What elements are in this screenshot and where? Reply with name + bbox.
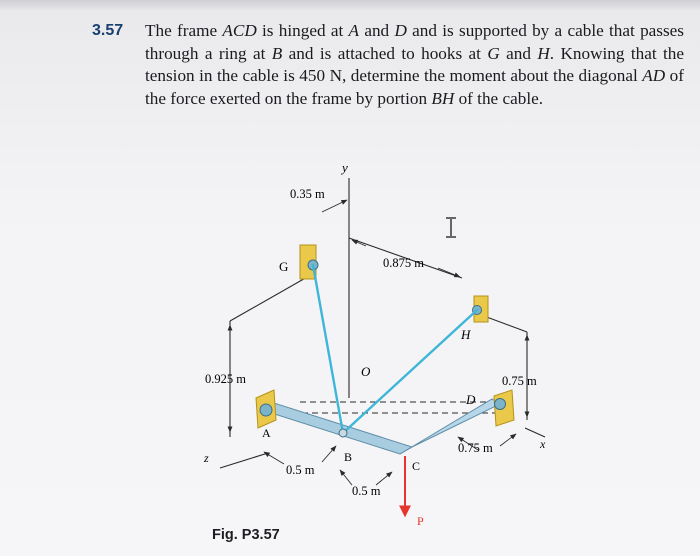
point-d-label: D xyxy=(466,392,476,407)
dim-0-925-m: 0.925 m xyxy=(205,372,246,386)
bracket-h xyxy=(473,296,489,322)
problem-number: 3.57 xyxy=(92,22,124,39)
problem-text: The frame ACD is hinged at A and D and is supported by a cable that passes through a ring at B and is attached to hooks at G and H. Knowing that the tension in the cable is 450 N, determine the moment about the diagonal AD of the force exerted on the frame by portion BH of the cable. xyxy=(145,21,684,108)
ring-b xyxy=(339,429,347,437)
dim-0-5-m-bottom: 0.5 m xyxy=(352,484,381,498)
dim-0-35-m: 0.35 m xyxy=(290,187,325,201)
figure-caption: Fig. P3.57 xyxy=(212,527,280,543)
point-b-label: B xyxy=(344,450,353,464)
hinge-a xyxy=(256,390,276,428)
dim-0-875-m: 0.875 m xyxy=(383,256,424,270)
point-a-label: A xyxy=(262,426,271,440)
hinge-d xyxy=(494,390,514,426)
cable-segment-gb xyxy=(313,265,343,433)
x-axis-line xyxy=(525,428,545,437)
force-p-label: P xyxy=(417,514,424,528)
point-g-label: G xyxy=(279,259,289,274)
text-cursor-icon xyxy=(446,218,456,237)
cable xyxy=(313,265,477,433)
dim-0-75-m-vertical: 0.75 m xyxy=(502,374,537,388)
point-c-label: C xyxy=(412,459,421,473)
frame-member-ac xyxy=(262,403,412,454)
dim-0-5-m-left: 0.5 m xyxy=(286,463,315,477)
y-axis-label: y xyxy=(342,160,348,175)
point-h-label: H xyxy=(461,327,471,342)
origin-label: O xyxy=(361,364,371,379)
z-axis-line xyxy=(220,453,268,468)
dim-0-75-m-horizontal: 0.75 m xyxy=(458,441,493,455)
h-support-line xyxy=(484,316,527,332)
x-axis-label: x xyxy=(540,437,546,451)
z-axis-label: z xyxy=(204,451,209,465)
